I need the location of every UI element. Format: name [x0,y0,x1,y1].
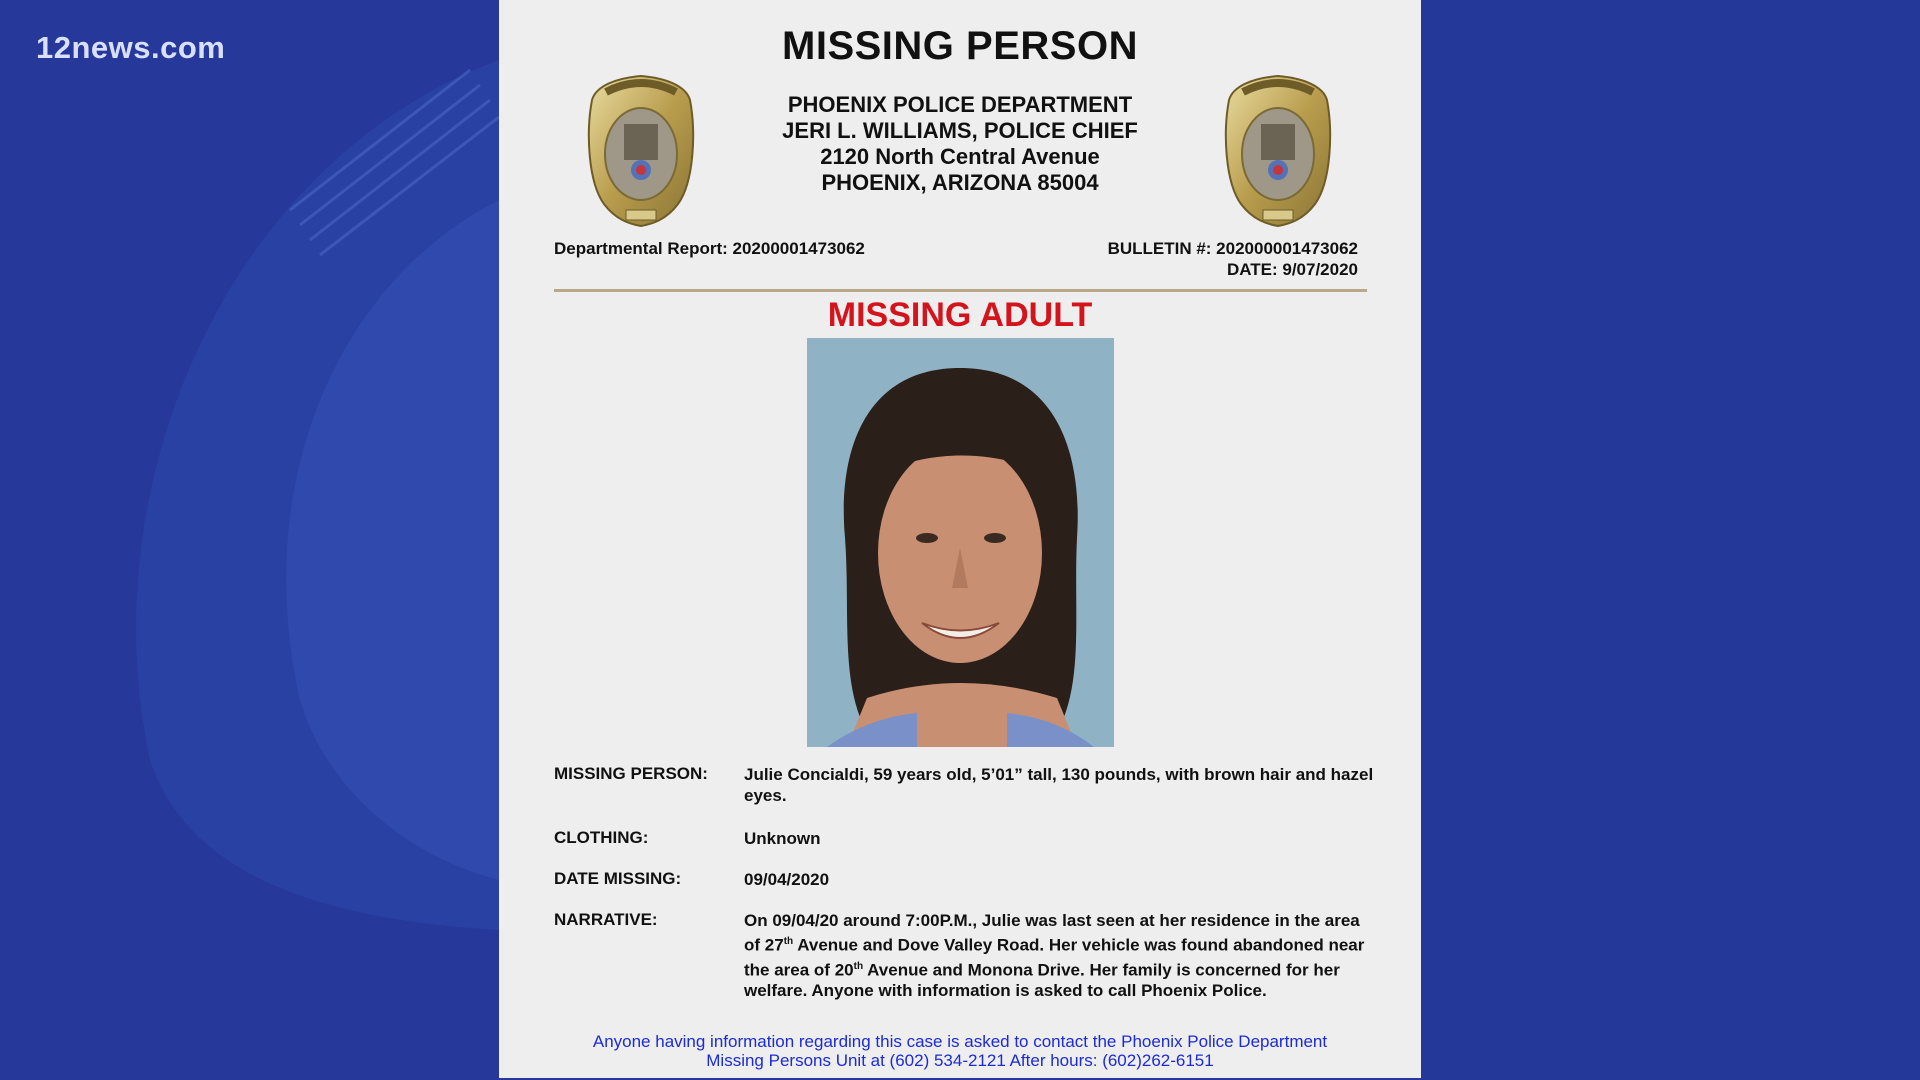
missing-person-value: Julie Concialdi, 59 years old, 5’01” tall, 130 pounds, with brown hair and hazel eyes. [744,765,1374,805]
police-chief: JERI L. WILLIAMS, POLICE CHIEF [782,118,1138,143]
bulletin-date: DATE: 9/07/2020 [1226,260,1358,279]
narrative-part-3: Avenue and Monona Drive. Her family is concerned for her welfare. Anyone with information is asked to call Phoenix Police. [744,960,1340,1001]
date-missing-value: 09/04/2020 [744,870,830,889]
contact-line-1: Anyone having information regarding this case is asked to contact the Phoenix Police Department [592,1032,1328,1051]
clothing-label: CLOTHING: [554,828,649,847]
department-street: 2120 North Central Avenue [820,144,1100,169]
date-missing-label: DATE MISSING: [554,869,682,888]
narrative-part-1: On 09/04/20 around 7:00P.M., Julie was last seen at her residence in the area of 27 [744,911,1360,955]
divider [554,289,1367,292]
missing-person-label: MISSING PERSON: [554,764,708,783]
bulletin-number: BULLETIN #: 202000001473062 [1107,239,1358,258]
narrative-label: NARRATIVE: [554,910,658,929]
missing-adult-heading: MISSING ADULT [827,296,1093,334]
narrative-ordinal-1: th [783,936,794,947]
contact-footer [499,1032,1421,1070]
channel-logo: 12news.com [36,30,226,65]
detective-badge-icon [586,72,696,228]
contact-line-2: Missing Persons Unit at (602) 534-2121 After hours: (602)262-6151 [706,1051,1214,1070]
narrative-part-2: Avenue and Dove Valley Road. Her vehicle was found abandoned near the area of 20 [744,935,1365,980]
clothing-value: Unknown [744,829,821,848]
poster-title: MISSING PERSON [782,24,1138,68]
narrative-ordinal-2: th [853,960,864,972]
department-city: PHOENIX, ARIZONA 85004 [821,170,1099,195]
missing-person-poster [499,0,1421,1078]
missing-person-photo [807,338,1114,747]
department-name: PHOENIX POLICE DEPARTMENT [787,92,1133,117]
department-header [699,92,1221,196]
detective-badge-icon [1223,72,1333,228]
narrative-text [744,910,1374,1001]
departmental-report-number: Departmental Report: 20200001473062 [554,239,865,258]
